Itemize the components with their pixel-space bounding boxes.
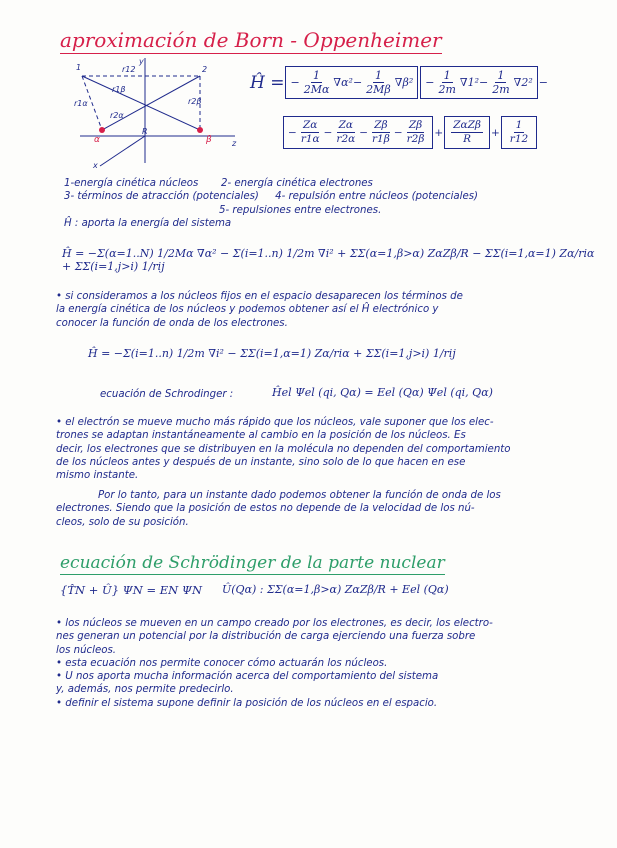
therefore-paragraph: Por lo tanto, para un instante dado podemos obtener la función de onda de los electrones. Siendo que la posición de estos no depende de la velocidad de los nú- cleos, solo de su posición. [56,490,501,528]
hamiltonian-row-2: − $\frac{Z\alpha}{r1\alpha}$ − $\frac{Z\alpha}{r2\alpha}$ − $\frac{Z\beta}{r1\beta}$ − $\frac{Z\beta}{r2\beta}$ + $\frac{\text{ZαZβ}}{R}$ + $\frac{1}{r12}$ [282,116,538,149]
r1b-line [82,76,200,130]
fixed-nuclei-paragraph: • si consideramos a los núcleos fijos en el espacio desaparecen los términos de la energía cinética de los núcleos y podemos obtener así el Ĥ electrónico y conocer la función de onda de los electrones. [56,291,463,329]
list-item: • esta ecuación nos permite conocer cómo actuarán los núcleos. [56,657,388,669]
h-meaning: Ĥ : aporta la energía del sistema [64,217,232,229]
attraction-box: − $\frac{Z\alpha}{r1\alpha}$ − $\frac{Z\alpha}{r2\alpha}$ − $\frac{Z\beta}{r1\beta}$ − $\frac{Z\beta}{r2\beta}$ [283,116,433,149]
electron-speed-paragraph: • el electrón se mueve mucho más rápido que los núcleos, vale suponer que los elec- trones se adaptan instantáneamente al cambio en la posición de los núcleos. Es decir, los electrones que se distribuyen en la molécula no dependen del comportamiento de los núcleos antes y después de un instante, sino solo de lo que hacen en ese mismo instante. [56,417,511,482]
label-beta: β [206,135,212,145]
label-R: R [142,127,148,136]
label-y: y [139,58,144,66]
label-r1a: r1α [74,99,88,108]
kinetic-nuclei-box: − $\frac{1}{2M\alpha}$ ∇α² − $\frac{1}{2M\beta}$ ∇β² [285,66,418,99]
nuclear-equation-left: {T̂N + Û} ΨN = EN ΨN [60,583,203,597]
term-4: 4- repulsión entre núcleos (potenciales) [275,191,479,203]
hamiltonian-row-1: Ĥ = − $\frac{1}{2M\alpha}$ ∇α² − $\frac{1}{2M\beta}$ ∇β² − $\frac{1}{2m}$ ∇1² − $\frac{1}{2m}$ ∇2² − [250,66,548,99]
nuclear-repulsion-box: $\frac{\text{ZαZβ}}{R}$ [444,116,490,149]
x-axis-line [100,136,145,166]
label-2: 2 [202,65,208,74]
nucleus-beta [197,127,203,133]
label-1: 1 [76,63,82,72]
section-title-nuclear: ecuación de Schrödinger de la parte nuclear [60,553,445,573]
electronic-hamiltonian: Ĥ = −Σ(i=1..n) 1/2m ∇i² − ΣΣ(i=1,α=1) Zα/riα + ΣΣ(i=1,j>i) 1/rij [88,347,456,360]
general-hamiltonian: Ĥ = −Σ(α=1..N) 1/2Mα ∇α² − Σ(i=1..n) 1/2m ∇i² + ΣΣ(α=1,β>α) ZαZβ/R − ΣΣ(i=1,α=1) Zα/riα + ΣΣ(i=1,j>i) 1/rij [62,247,595,273]
label-r12: r12 [122,65,136,74]
nuclear-equation-right: Û(Qα) : ΣΣ(α=1,β>α) ZαZβ/R + Eel (Qα) [222,583,449,596]
label-x: x [93,161,98,170]
conclusions-list [56,617,608,710]
list-item: • los núcleos se mueven en un campo creado por los electrones, es decir, los electro- nes generan un potencial por la distribución de carga ejerciendo una fuerza sobre los núcleos. [56,618,493,656]
kinetic-electrons-box: − $\frac{1}{2m}$ ∇1² − $\frac{1}{2m}$ ∇2² [420,66,538,99]
label-r2b: r2β [188,97,202,106]
nucleus-alpha [99,127,105,133]
schrodinger-label: ecuación de Schrodinger : [100,389,234,400]
term-3: 3- términos de atracción (potenciales) [64,191,259,203]
label-z: z [232,139,237,148]
list-item: • U nos aporta mucha información acerca del comportamiento del sistema y, además, nos permite predecirlo. [56,671,439,696]
term-1: 1-energía cinética núcleos [64,178,199,189]
term-2: 2- energía cinética electrones [221,178,373,189]
electron-repulsion-box: $\frac{1}{r12}$ [501,116,537,149]
page-title: aproximación de Born - Oppenheimer [60,28,442,52]
terms-list [64,177,604,230]
schrodinger-equation: Ĥel Ψel (qi, Qα) = Eel (Qα) Ψel (qi, Qα) [272,386,493,399]
list-item: • definir el sistema supone definir la posición de los núcleos en el espacio. [56,697,438,709]
hamiltonian-lhs: Ĥ = [250,72,285,93]
molecule-diagram [60,58,240,173]
label-alpha: α [94,135,100,145]
label-r1b: r1β [112,85,126,94]
label-r2a: r2α [110,111,124,120]
term-5: 5- repulsiones entre electrones. [219,204,382,216]
